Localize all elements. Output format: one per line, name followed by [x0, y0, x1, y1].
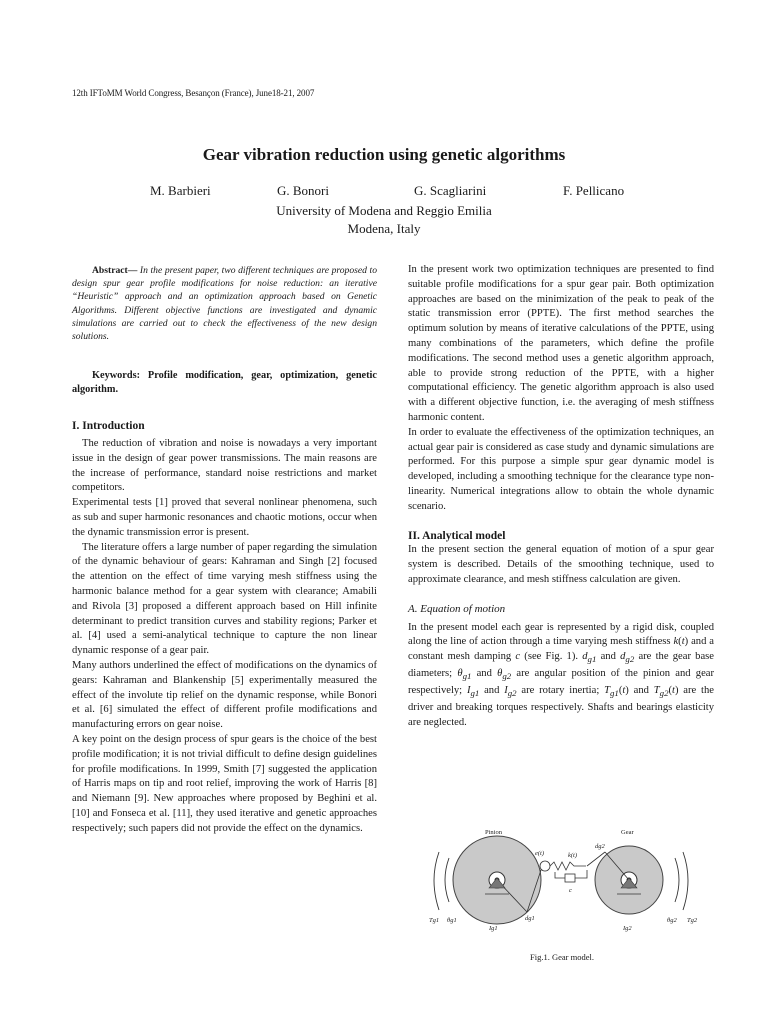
- abstract-label: Abstract—: [92, 265, 138, 276]
- affiliation-location: Modena, Italy: [347, 221, 421, 236]
- clearance-element: [540, 861, 550, 871]
- paragraph: Many authors underlined the effect of modifications on the dynamics of gears: Kahraman and Blankenship [5] experimentally measured the effect of the involute tip relief on the dynamic response, while Bonori et al. [6] simulated the effect of different profile modifications and manufacturing errors on gear noise.: [72, 659, 377, 731]
- paragraph: The literature offers a large number of paper regarding the simulation of the dynamic behaviour of gears: Kahraman and Singh [2] focused the attention on the effect of time varying mesh stiffness using the harmonic balance method for a gear system with clearance; Amabili and Rivola [3] proposed a different approach based on Hill infinite determinant to predict transition curves and stability regions; Parker et al. [4] used a semi-analytical technique to capture the non linear dynamic response of a gear pair.: [72, 541, 377, 657]
- abstract-text: In the present paper, two different techniques are proposed to design spur gear profile modifications for noise reduction: an iterative “Heuristic” approach and an optimization approach based on Genetic Algorithms. Different objective functions are investigated and dynamic simulations are carried out to check the effectiveness of the new design solutions.: [72, 265, 377, 343]
- label-ig1: Ig1: [489, 925, 498, 932]
- paragraph: In order to evaluate the effectiveness of the optimization techniques, an actual gear pair is considered as case study and dynamic simulations are performed. For this purpose a simple spur gear dynamic model is developed, including a smoothing technique for the clearance type non-linearity. Numerical integrations allow to obtain the whole dynamic scenario.: [408, 426, 714, 512]
- label-pinion: Pinion: [485, 829, 502, 836]
- right-column: [408, 263, 714, 730]
- torque-arc-right-inner: [675, 858, 679, 902]
- section-heading: II. Analytical model: [408, 529, 506, 542]
- affiliation: University of Modena and Reggio Emilia: [276, 203, 492, 218]
- paper-title: Gear vibration reduction using genetic algorithms: [202, 145, 566, 164]
- paragraph: In the present work two optimization techniques are presented to find suitable profile modifications for a spur gear pair. Both optimization approaches are based on the minimization of the peak to peak of the static transmission error (PPTE). The first method searches the optimum solution by means of iterative calculations of the PPTE, using many combinations of the parameters, which define the profile modifications. The second method uses a genetic algorithm approach, able to provide strong reduction of the PPTE, with a higher computational efficiency. The genetic algorithm approach is also used with a different objective function, i.e. the averaging of mesh stiffness harmonic content.: [408, 264, 714, 423]
- mesh-stiffness-spring: [550, 862, 586, 870]
- author-name: M. Barbieri: [150, 183, 211, 198]
- paragraph: A key point on the design process of spur gears is the choice of the best profile modification; it is not trivial difficult to define design guidelines for profile modifications. In 1999, Smith [7] suggested the application of Harris maps on tip and root relief, improving the work of Harris [8] and Niemann [9]. New approaches where proposed by Beghini et al. [10] and Fonseca et al. [11], they used iterative and genetic approaches respectively; such papers did not provide the effect on the dynamics.: [72, 733, 377, 834]
- paragraph: In the present model each gear is represented by a rigid disk, coupled along the line of action through a time varying mesh stiffness k(t) and a constant mesh damping c (see Fig. 1). $d_{g1}$ and $d_{g2}$ are the gear base diameters; $\theta_{g1}$ and $\theta_{g2}$ are angular position of the pinion and gear respectively; $I_{g1}$ and $I_{g2}$ are rotary inertia; $T_{g1}(t)$ and $T_{g2}(t)$ are the driver and breaking torques respectively. Shafts and bearings elasticity are neglected.: [408, 621, 715, 728]
- section-heading: I. Introduction: [72, 420, 145, 433]
- mesh-damper: [565, 874, 575, 882]
- label-gear: Gear: [621, 829, 634, 836]
- abstract: [72, 264, 377, 343]
- label-dg2: dg2: [595, 843, 605, 850]
- label-kt: k(t): [568, 852, 578, 859]
- conference-header: 12th IFToMM World Congress, Besançon (France), June18-21, 2007: [72, 88, 315, 98]
- keywords: Keywords: Profile modification, gear, optimization, genetic algorithm.: [72, 370, 377, 396]
- paragraph: In the present section the general equation of motion of a spur gear system is described. Details of the smoothing technique, used to approximate clearance, and mesh stiffness calculation are given.: [408, 544, 714, 585]
- label-c: c: [569, 887, 572, 894]
- paragraph: Experimental tests [1] proved that several nonlinear phenomena, such as sub and super harmonic resonances and chaotic motions, occur when the dynamic transmission error is present.: [72, 497, 377, 538]
- torque-arc-left-outer: [434, 852, 439, 910]
- left-column: [72, 264, 377, 837]
- label-dg1: dg1: [525, 915, 535, 922]
- label-ig2: Ig2: [623, 925, 632, 932]
- label-tg2: Tg2: [687, 917, 698, 924]
- torque-arc-right-outer: [683, 852, 688, 910]
- label-thg2: θg2: [667, 917, 677, 924]
- label-thg1: θg1: [447, 917, 457, 924]
- figure-caption: Fig.1. Gear model.: [530, 952, 594, 962]
- torque-arc-left-inner: [445, 858, 449, 902]
- label-et: e(t): [535, 850, 545, 857]
- label-tg1: Tg1: [429, 917, 440, 924]
- author-name: G. Scagliarini: [414, 183, 487, 198]
- paragraph: The reduction of vibration and noise is nowadays a very important issue in the design of gear power transmissions. The main reasons are the increase of performance, standard noise restrictions and market competitors.: [72, 438, 377, 494]
- subsection-heading: A. Equation of motion: [408, 602, 506, 615]
- gear-model-figure: [425, 822, 715, 967]
- author-name: G. Bonori: [277, 183, 329, 198]
- author-name: F. Pellicano: [563, 183, 625, 198]
